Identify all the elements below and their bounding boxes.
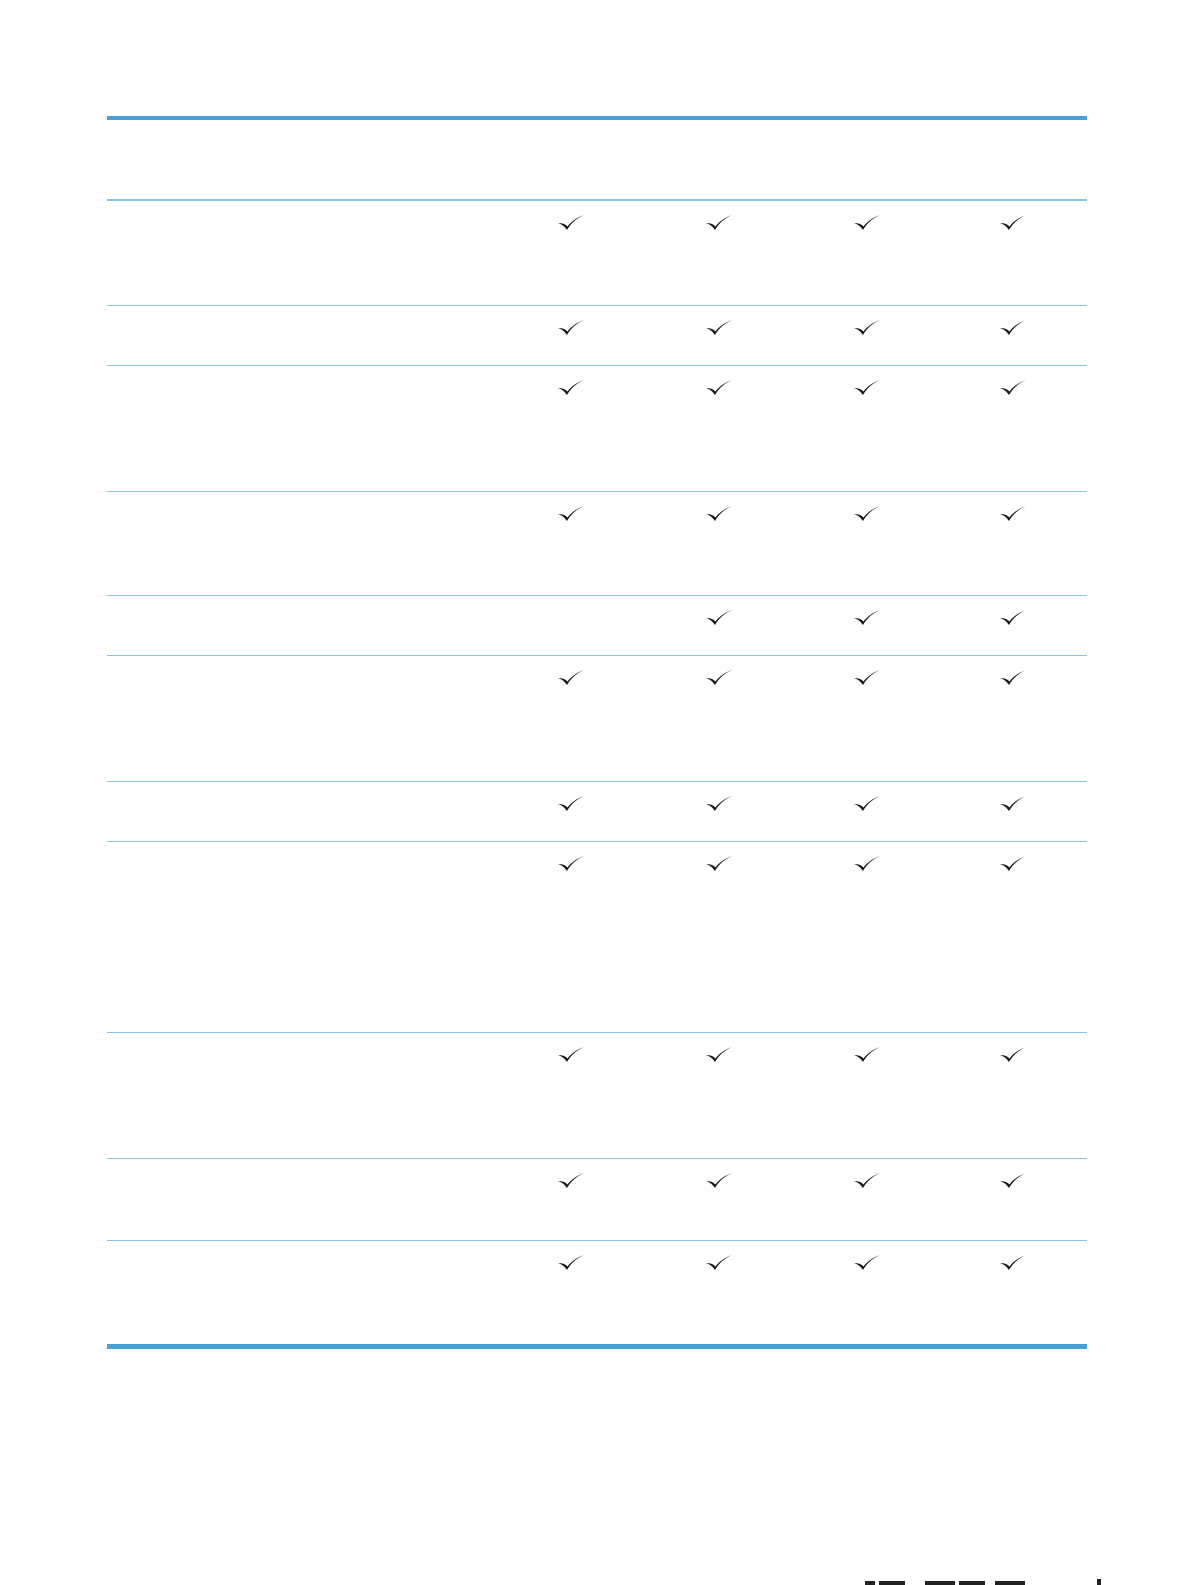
table-cell-col-2 — [699, 666, 739, 690]
check-icon — [999, 1172, 1027, 1190]
table-cell-col-1 — [551, 666, 591, 690]
table-cell-col-1 — [551, 316, 591, 340]
table-header — [107, 120, 1087, 199]
check-icon — [853, 609, 881, 627]
check-icon — [853, 379, 881, 397]
check-icon — [853, 669, 881, 687]
check-icon — [999, 855, 1027, 873]
check-icon — [705, 1172, 733, 1190]
table-row — [107, 1241, 1087, 1344]
check-icon — [705, 609, 733, 627]
check-icon — [999, 609, 1027, 627]
table-cell-col-3 — [847, 1043, 887, 1067]
table-cell-col-2 — [699, 1251, 739, 1275]
table-cell-col-4 — [993, 316, 1033, 340]
table-cell-col-4 — [993, 1043, 1033, 1067]
table-cell-col-3 — [847, 606, 887, 630]
check-icon — [557, 214, 585, 232]
table-bottom-rule — [107, 1344, 1087, 1349]
table-cell-col-4 — [993, 211, 1033, 235]
check-icon — [853, 214, 881, 232]
check-icon — [557, 1172, 585, 1190]
table-cell-col-1 — [551, 1043, 591, 1067]
table-cell-col-1 — [551, 376, 591, 400]
table-cell-col-3 — [847, 316, 887, 340]
table-cell-col-4 — [993, 1169, 1033, 1193]
table-cell-col-1 — [551, 852, 591, 876]
table-cell-col-2 — [699, 316, 739, 340]
table-cell-col-2 — [699, 211, 739, 235]
table-row — [107, 1159, 1087, 1241]
table-row — [107, 201, 1087, 306]
table-cell-col-1 — [551, 606, 591, 630]
table-cell-col-4 — [993, 1251, 1033, 1275]
check-icon — [557, 1046, 585, 1064]
check-icon — [705, 214, 733, 232]
check-icon — [999, 1046, 1027, 1064]
table-cell-col-4 — [993, 852, 1033, 876]
table-cell-col-4 — [993, 606, 1033, 630]
check-icon — [853, 1172, 881, 1190]
check-icon — [999, 669, 1027, 687]
check-icon — [999, 379, 1027, 397]
table-cell-col-2 — [699, 502, 739, 526]
check-icon — [557, 669, 585, 687]
table-cell-col-1 — [551, 502, 591, 526]
table-cell-col-2 — [699, 606, 739, 630]
check-icon — [999, 319, 1027, 337]
table-cell-col-2 — [699, 852, 739, 876]
table-row — [107, 492, 1087, 596]
feature-comparison-table — [107, 116, 1087, 1349]
table-row — [107, 782, 1087, 842]
check-icon — [999, 214, 1027, 232]
table-cell-col-1 — [551, 792, 591, 816]
check-icon — [853, 319, 881, 337]
table-cell-col-3 — [847, 666, 887, 690]
check-icon — [999, 505, 1027, 523]
check-icon — [853, 855, 881, 873]
table-cell-col-4 — [993, 792, 1033, 816]
table-cell-col-2 — [699, 1169, 739, 1193]
check-icon — [557, 505, 585, 523]
table-cell-col-3 — [847, 376, 887, 400]
table-cell-col-3 — [847, 1251, 887, 1275]
check-icon — [557, 795, 585, 813]
table-row — [107, 842, 1087, 1033]
check-icon — [853, 505, 881, 523]
table-row — [107, 366, 1087, 492]
table-cell-col-3 — [847, 792, 887, 816]
table-cell-col-2 — [699, 792, 739, 816]
check-icon — [999, 1254, 1027, 1272]
check-icon — [705, 1046, 733, 1064]
check-icon — [705, 855, 733, 873]
table-cell-col-1 — [551, 211, 591, 235]
table-body — [107, 201, 1087, 1344]
check-icon — [557, 379, 585, 397]
table-cell-col-2 — [699, 376, 739, 400]
table-cell-col-2 — [699, 1043, 739, 1067]
check-icon — [853, 1254, 881, 1272]
check-icon — [705, 379, 733, 397]
check-icon — [557, 1254, 585, 1272]
table-cell-col-3 — [847, 211, 887, 235]
check-icon — [999, 795, 1027, 813]
table-cell-col-4 — [993, 502, 1033, 526]
page-footer-marks — [865, 1579, 1105, 1585]
check-icon — [705, 669, 733, 687]
table-cell-col-1 — [551, 1169, 591, 1193]
table-cell-col-3 — [847, 1169, 887, 1193]
check-icon — [705, 319, 733, 337]
table-cell-col-4 — [993, 666, 1033, 690]
table-cell-col-3 — [847, 502, 887, 526]
check-icon — [853, 1046, 881, 1064]
check-icon — [853, 795, 881, 813]
table-cell-col-4 — [993, 376, 1033, 400]
table-row — [107, 306, 1087, 366]
table-row — [107, 656, 1087, 782]
check-icon — [705, 505, 733, 523]
table-row — [107, 1033, 1087, 1159]
table-cell-col-3 — [847, 852, 887, 876]
check-icon — [705, 1254, 733, 1272]
table-cell-col-1 — [551, 1251, 591, 1275]
check-icon — [705, 795, 733, 813]
check-icon — [557, 319, 585, 337]
table-row — [107, 596, 1087, 656]
check-icon — [557, 855, 585, 873]
